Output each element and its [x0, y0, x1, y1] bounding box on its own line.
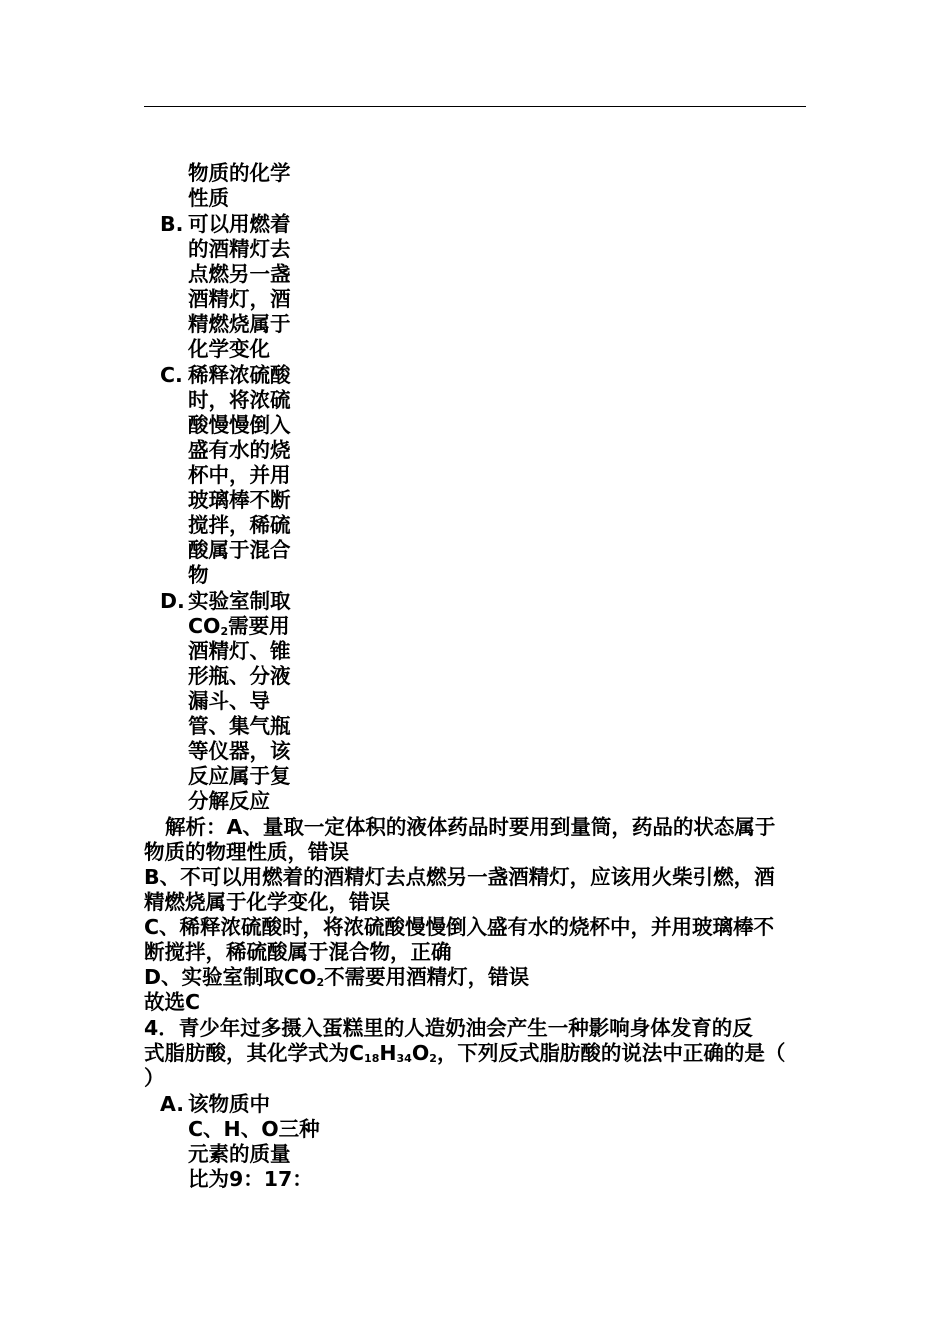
option-b-text-line: 点燃另一盏 [188, 262, 291, 286]
option-c-text-line: 物 [188, 563, 209, 587]
q4-option-a-text-line: C、H、O三种 [188, 1117, 320, 1141]
option-d-text-line: 分解反应 [188, 789, 270, 813]
question-4-stem-line: 4．青少年过多摄入蛋糕里的人造奶油会产生一种影响身体发育的反 [144, 1016, 753, 1040]
option-c-text-line: 盛有水的烧 [188, 438, 291, 462]
subscript: 2 [429, 1052, 437, 1065]
subscript: 18 [364, 1052, 380, 1065]
option-d-text-line: 等仪器，该 [188, 739, 291, 763]
analysis-line [144, 965, 529, 990]
option-c-text-line: 酸慢慢倒入 [188, 413, 291, 437]
q4-option-a-text-line: 比为9：17： [188, 1167, 313, 1191]
analysis-line: B、不可以用燃着的酒精灯去点燃另一盏酒精灯，应该用火柴引燃，酒 [144, 865, 775, 889]
option-d-text-line: 管、集气瓶 [188, 714, 291, 738]
header-rule [144, 106, 806, 107]
question-4-stem-line: ） [144, 1066, 165, 1090]
option-d-letter: D. [160, 589, 185, 613]
analysis-text: D、实验室制取CO [144, 965, 317, 989]
subscript: 2 [220, 625, 229, 638]
analysis-line: 断搅拌，稀硫酸属于混合物，正确 [144, 940, 452, 964]
q4-option-a-text-line: 元素的质量 [188, 1142, 291, 1166]
option-b-text-line: 化学变化 [188, 337, 270, 361]
option-b-letter: B. [160, 212, 184, 236]
formula-element: O [411, 1041, 430, 1065]
option-c-letter: C. [160, 363, 183, 387]
answer-line: 故选C [144, 990, 201, 1014]
analysis-text: 不需要用酒精灯，错误 [324, 965, 530, 989]
subscript: 34 [396, 1052, 412, 1065]
analysis-line: 物质的物理性质，错误 [144, 840, 349, 864]
option-b-text-line: 可以用燃着 [188, 212, 291, 236]
subscript: 2 [316, 976, 325, 989]
option-d-text: 需要用 [228, 614, 290, 638]
option-c-text-line: 时，将浓硫 [188, 388, 291, 412]
option-d-text-line: 反应属于复 [188, 764, 291, 788]
option-c-text-line: 酸属于混合 [188, 538, 291, 562]
option-a-text-line: 物质的化学 [188, 161, 291, 185]
question-4-text: ，下列反式脂肪酸的说法中正确的是（ [436, 1041, 786, 1065]
option-a-text-line: 性质 [188, 186, 229, 210]
analysis-line: C、稀释浓硫酸时，将浓硫酸慢慢倒入盛有水的烧杯中，并用玻璃棒不 [144, 915, 775, 939]
analysis-line: 精燃烧属于化学变化，错误 [144, 890, 390, 914]
formula-element: H [379, 1041, 397, 1065]
option-d-text-line: 漏斗、导 [188, 689, 270, 713]
option-b-text-line: 酒精灯，酒 [188, 287, 291, 311]
option-c-text-line: 搅拌，稀硫 [188, 513, 291, 537]
option-c-text-line: 玻璃棒不断 [188, 488, 291, 512]
analysis-line: 解析：A、量取一定体积的液体药品时要用到量筒，药品的状态属于 [165, 815, 776, 839]
option-d-text-line: 实验室制取 [188, 589, 291, 613]
formula-co2: CO [188, 614, 221, 638]
option-d-text-line: 酒精灯、锥 [188, 639, 291, 663]
q4-option-a-text-line: 该物质中 [188, 1092, 270, 1116]
option-d-text-line: 形瓶、分液 [188, 664, 291, 688]
q4-option-a-letter: A. [160, 1092, 185, 1116]
option-c-text-line: 杯中，并用 [188, 463, 291, 487]
option-b-text-line: 精燃烧属于 [188, 312, 291, 336]
option-c-text-line: 稀释浓硫酸 [188, 363, 291, 387]
question-4-stem-line [144, 1041, 785, 1066]
question-4-text: 式脂肪酸，其化学式为C [144, 1041, 365, 1065]
option-d-text-line [188, 614, 290, 639]
option-b-text-line: 的酒精灯去 [188, 237, 291, 261]
